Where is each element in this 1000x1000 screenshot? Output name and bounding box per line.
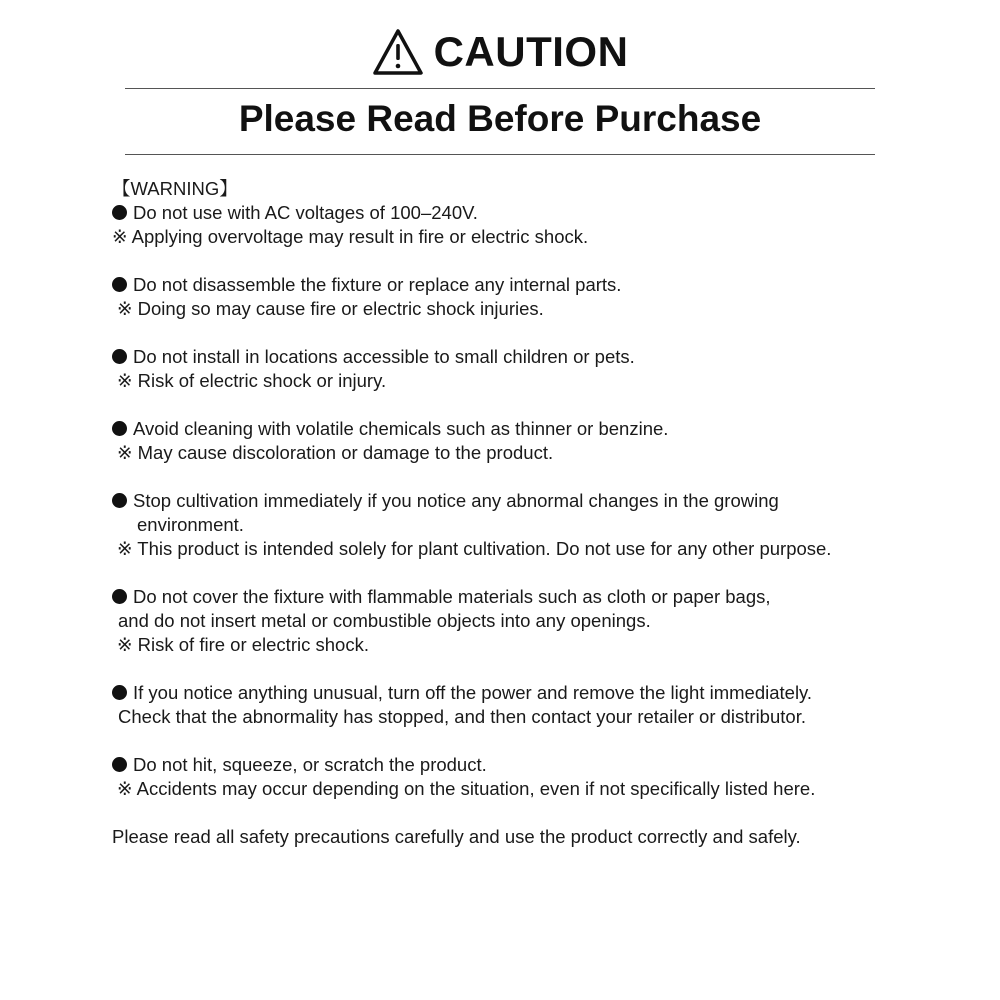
warning-text: Do not disassemble the fixture or replace any internal parts. [133,274,622,295]
warning-continuation: and do not insert metal or combustible objects into any openings. [118,610,651,631]
warning-note: ※ This product is intended solely for plant cultivation. Do not use for any other purpose. [117,538,832,559]
bullet-icon [112,349,127,364]
warning-item [112,585,972,609]
warning-text: Do not hit, squeeze, or scratch the product. [133,754,487,775]
warning-text: Avoid cleaning with volatile chemicals such as thinner or benzine. [133,418,669,439]
warning-note: ※ Applying overvoltage may result in fire or electric shock. [112,226,589,247]
bullet-icon [112,205,127,220]
caution-header [0,22,1000,82]
warning-item [112,489,972,513]
warning-item [112,681,972,705]
warning-text: Do not install in locations accessible to small children or pets. [133,346,635,367]
warning-text: Do not cover the fixture with flammable materials such as cloth or paper bags, [133,586,771,607]
warning-note: ※ Doing so may cause fire or electric shock injuries. [117,298,544,319]
warning-item [112,345,972,369]
bottom-divider [125,154,875,155]
warning-text: Do not use with AC voltages of 100–240V. [133,202,478,223]
caution-title: CAUTION [433,28,629,75]
warning-text: If you notice anything unusual, turn off the power and remove the light immediately. [133,682,813,703]
warning-note: ※ Risk of electric shock or injury. [117,370,387,391]
warning-note: ※ Accidents may occur depending on the situation, even if not specifically listed here. [117,778,816,799]
bullet-icon [112,685,127,700]
warning-continuation: environment. [137,514,244,535]
bullet-icon [112,589,127,604]
warning-content [112,177,972,849]
warning-item [112,201,972,225]
top-divider [125,88,875,89]
warning-label: 【WARNING】 [112,178,238,199]
closing-note: Please read all safety precautions carefully and use the product correctly and safely. [112,826,801,847]
warning-item [112,273,972,297]
bullet-icon [112,493,127,508]
bullet-icon [112,421,127,436]
warning-item [112,417,972,441]
page-subtitle: Please Read Before Purchase [238,98,762,139]
warning-triangle-icon [372,27,424,77]
warning-item [112,753,972,777]
warning-continuation: Check that the abnormality has stopped, and then contact your retailer or distributor. [118,706,806,727]
bullet-icon [112,757,127,772]
warning-note: ※ Risk of fire or electric shock. [117,634,369,655]
warning-text: Stop cultivation immediately if you notice any abnormal changes in the growing [133,490,779,511]
warning-note: ※ May cause discoloration or damage to the product. [117,442,554,463]
bullet-icon [112,277,127,292]
